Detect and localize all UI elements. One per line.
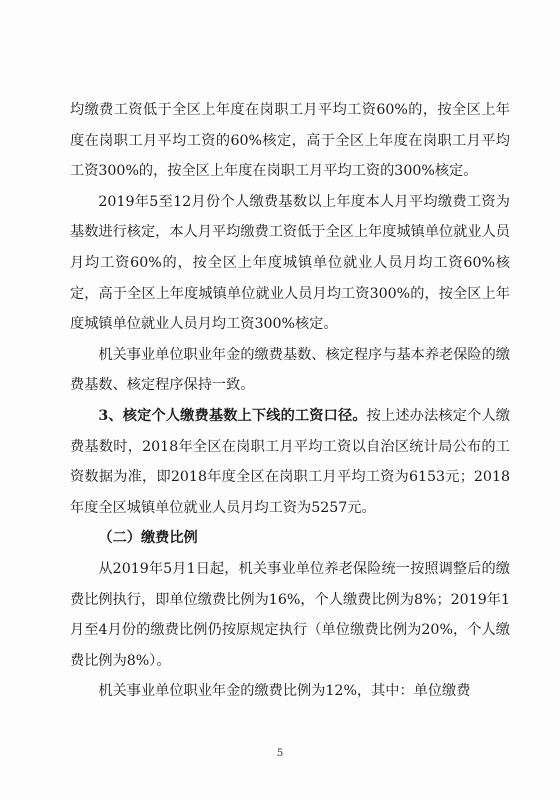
wage-caliber-text: 按上述办法核定个人缴费基数时，2018年全区在岗职工月平均工资以自治区统计局公布的工资数据为准，即2018年度全区在岗职工月平均工资为6153元；2018年度全区城镇单位就业人员月均工资为5257元。 (70, 407, 510, 516)
paragraph-annuity-rate: 机关事业单位职业年金的缴费比例为12%，其中：单位缴费 (98, 683, 471, 700)
document-body (70, 95, 510, 707)
paragraph-wage-caliber (70, 401, 510, 523)
wage-caliber-heading: 3、核定个人缴费基数上下线的工资口径。 (98, 407, 367, 424)
paragraph-contribution-rate: 从2019年5月1日起，机关事业单位养老保险统一按照调整后的缴费比例执行，即单位缴费比例为16%，个人缴费比例为8%；2019年1月至4月份的缴费比例仍按原规定执行（单位缴费比例为20%，个人缴费比例为8%）。 (70, 560, 510, 669)
paragraph-occupational-annuity-base: 机关事业单位职业年金的缴费基数、核定程序与基本养老保险的缴费基数、核定程序保持一致。 (70, 346, 510, 394)
page-number: 5 (276, 748, 284, 759)
paragraph-may-december-base: 2019年5至12月份个人缴费基数以上年度本人月平均缴费工资为基数进行核定，本人月平均缴费工资低于全区上年度城镇单位就业人员月均工资60%的，按全区上年度城镇单位就业人员月均工资60%核定，高于全区上年度城镇单位就业人员月均工资300%的，按全区上年度城镇单位就业人员月均工资300%核定。 (70, 193, 510, 333)
section-heading-contribution-rate: （二）缴费比例 (98, 530, 198, 547)
paragraph-contribution-base-rule: 均缴费工资低于全区上年度在岗职工月平均工资60%的，按全区上年度在岗职工月平均工资的60%核定，高于全区上年度在岗职工月平均工资300%的，按全区上年度在岗职工月平均工资的300%核定。 (70, 102, 510, 180)
